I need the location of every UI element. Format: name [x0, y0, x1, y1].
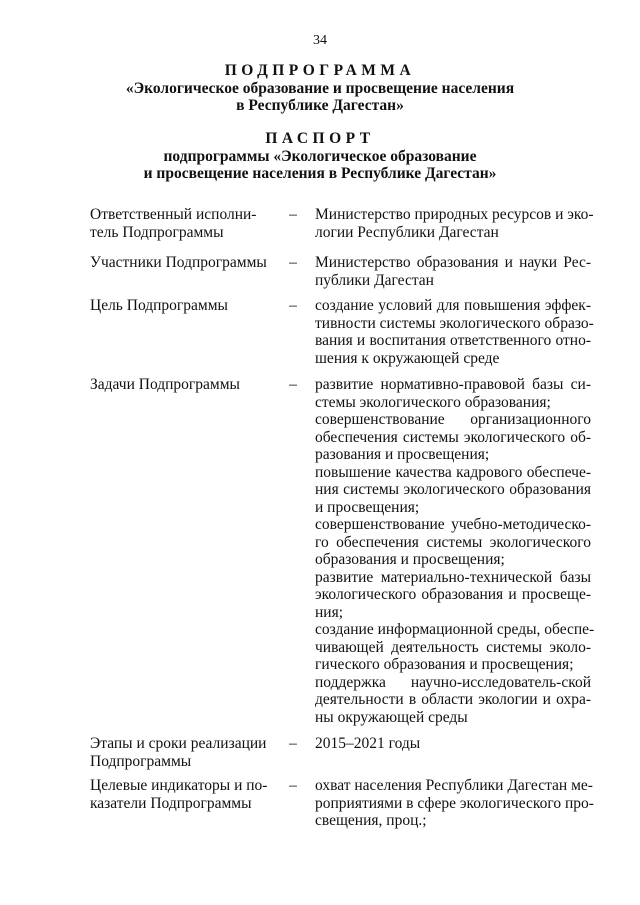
row-value-line: стемы экологического образования; [315, 393, 551, 411]
row-value [315, 735, 591, 753]
row-label-line: тель Подпрограммы [90, 223, 224, 241]
row-value [315, 297, 594, 367]
row-value-line: совершенствование организационного [315, 411, 591, 428]
row-label-line: Этапы и сроки реализации [90, 735, 267, 752]
row-value-line: тивности системы экологического образо- [315, 314, 594, 332]
row-label-line: Участники Подпрограммы [90, 254, 267, 271]
row-value-line: совершенствование учебно-методическо- [315, 516, 591, 533]
row-value [315, 254, 591, 289]
row-label-line: Задачи Подпрограммы [90, 376, 240, 393]
row-label [90, 297, 275, 315]
row-label-line: Ответственный исполни- [90, 206, 257, 223]
passport-title: ПАСПОРТ [265, 130, 375, 147]
row-value-line: поддержка научно-исследователь-ской [315, 673, 591, 691]
row-label [90, 777, 275, 812]
row-label [90, 254, 275, 272]
row-value-line: вания и воспитания ответственного отно- [315, 332, 591, 349]
passport-heading [0, 130, 640, 183]
row-value-line: создание информационной среды, обеспе- [315, 621, 595, 638]
row-value-line: 2015–2021 годы [315, 735, 421, 752]
row-label-line: Целевые индикаторы и по- [90, 777, 268, 794]
row-value-line: ния; [315, 603, 344, 621]
row-dash: – [289, 297, 297, 314]
row-value-line: роприятиями в сфере экологического про- [315, 794, 594, 812]
row-value-line: Министерство образования и науки Рес- [315, 254, 591, 271]
program-heading [0, 62, 640, 115]
row-value-line: логии Республики Дагестан [315, 223, 499, 241]
row-dash: – [289, 735, 297, 752]
row-value [315, 777, 594, 830]
passport-subtitle-line-2: и просвещение населения в Республике Дагестан» [143, 165, 497, 182]
row-dash: – [289, 254, 297, 271]
row-label [90, 376, 275, 394]
row-label-line: Цель Подпрограммы [90, 297, 228, 314]
program-subtitle-line-1: «Экологическое образование и просвещение населения [125, 79, 515, 97]
row-value-line: го обеспечения системы экологического [315, 533, 591, 551]
row-value-line: шения к окружающей среде [315, 349, 500, 367]
row-value-line: развитие материально-технической базы [315, 568, 591, 586]
row-value-line: разования и просвещения; [315, 446, 490, 463]
row-label [90, 206, 275, 241]
passport-subtitle-line-1: подпрограммы «Экологическое образование [163, 147, 477, 165]
row-value-line: Министерство природных ресурсов и эко- [315, 206, 594, 223]
row-value [315, 376, 595, 726]
row-label-line: Подпрограммы [90, 752, 192, 770]
row-value-line: публики Дагестан [315, 271, 434, 289]
row-label-line: казатели Подпрограммы [90, 794, 252, 812]
row-dash: – [289, 206, 297, 223]
row-value-line: повышение качества кадрового обеспече- [315, 463, 591, 481]
row-value-line: и просвещения; [315, 498, 420, 516]
row-dash: – [289, 777, 297, 794]
row-value-line: гического образования и просвещения; [315, 656, 574, 673]
row-value-line: развитие нормативно-правовой базы си- [315, 376, 591, 393]
row-value-line: обеспечения системы экологического об- [315, 428, 591, 446]
program-title: ПОДПРОГРАММА [224, 62, 416, 79]
row-value-line: образования и просвещения; [315, 551, 505, 568]
row-value-line: деятельности в области экологии и охра- [315, 691, 591, 708]
row-value-line: чивающей деятельность системы эколо- [315, 638, 591, 656]
row-dash: – [289, 376, 297, 393]
row-value-line: ны окружающей среды [315, 708, 468, 726]
row-label [90, 735, 275, 770]
row-value-line: свещения, проц.; [315, 812, 427, 829]
row-value-line: экологического образования и просвеще- [315, 586, 591, 603]
page-number: 34 [313, 33, 327, 48]
row-value [315, 206, 594, 241]
program-subtitle-line-2: в Республике Дагестан» [236, 97, 404, 114]
row-value-line: охват населения Республики Дагестан ме- [315, 777, 593, 794]
row-value-line: ния системы экологического образования [315, 481, 591, 498]
row-value-line: создание условий для повышения эффек- [315, 297, 591, 314]
